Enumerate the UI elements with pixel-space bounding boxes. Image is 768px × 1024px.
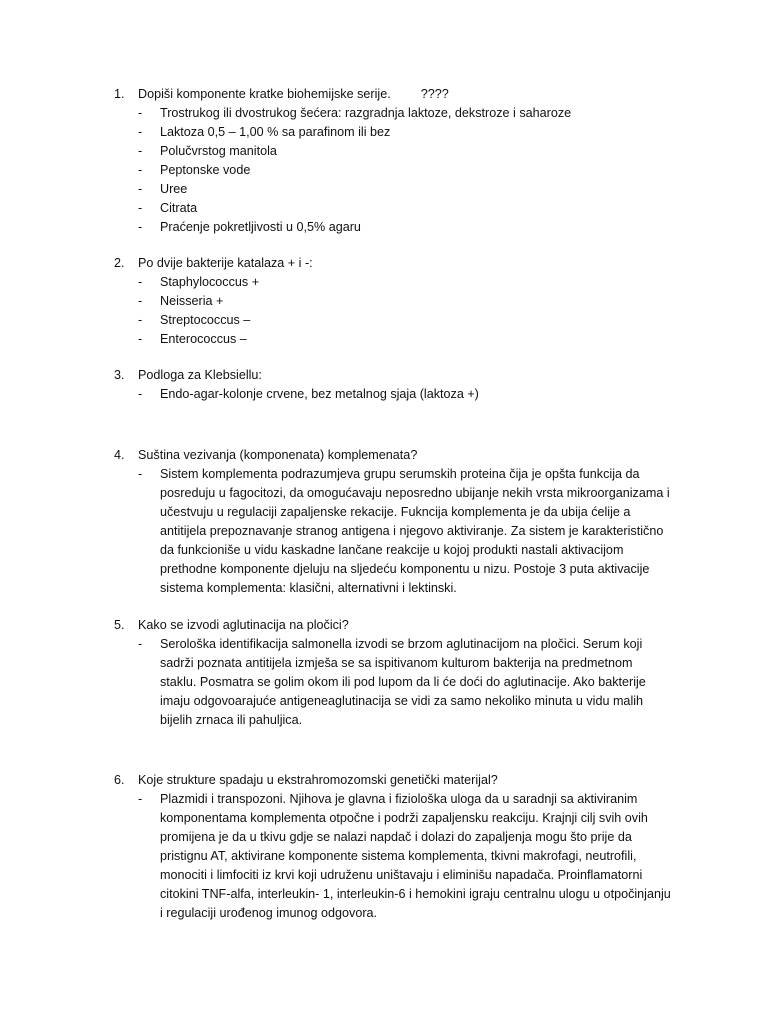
list-item-text: Neisseria + xyxy=(160,294,224,308)
answer-list xyxy=(114,790,674,923)
dash-bullet: - xyxy=(138,182,143,196)
question-number: 2. xyxy=(114,256,125,270)
list-item xyxy=(114,199,674,218)
question-heading xyxy=(114,771,674,790)
question-6 xyxy=(114,771,674,923)
list-item xyxy=(114,330,674,349)
question-heading xyxy=(114,446,674,465)
question-heading xyxy=(114,254,674,273)
answer-list xyxy=(114,635,674,730)
dash-bullet: - xyxy=(138,467,143,481)
dash-bullet: - xyxy=(138,387,143,401)
dash-bullet: - xyxy=(138,106,143,120)
list-item xyxy=(114,123,674,142)
list-item xyxy=(114,635,674,730)
answer-list xyxy=(114,273,674,349)
question-3 xyxy=(114,366,674,404)
dash-bullet: - xyxy=(138,294,143,308)
list-item xyxy=(114,790,674,923)
dash-bullet: - xyxy=(138,144,143,158)
list-item xyxy=(114,292,674,311)
answer-list xyxy=(114,385,674,404)
list-item xyxy=(114,311,674,330)
list-item-text: Laktoza 0,5 – 1,00 % sa parafinom ili bez xyxy=(160,125,391,139)
question-text xyxy=(138,85,674,104)
list-item-text: Endo-agar-kolonje crvene, bez metalnog sjaja (laktoza +) xyxy=(160,387,479,401)
question-text: Podloga za Klebsiellu: xyxy=(138,368,262,382)
list-item xyxy=(114,385,674,404)
question-number: 3. xyxy=(114,368,125,382)
question-text: Po dvije bakterije katalaza + i -: xyxy=(138,256,313,270)
dash-bullet: - xyxy=(138,313,143,327)
question-number: 6. xyxy=(114,773,125,787)
dash-bullet: - xyxy=(138,637,143,651)
list-item-text: Praćenje pokretljivosti u 0,5% agaru xyxy=(160,220,361,234)
list-item-text: Sistem komplementa podrazumjeva grupu serumskih proteina čija je opšta funkcija da posreduju u fagocitozi, da omogućavaju neposredno ubijanje nekih vrsta mikroorganizama i učestvuju u regulaciji zapaljenske rekacije. Fukncija komplementa je da ubija ćelije a antitijela prepoznavanje stranog antigena i njegovo aktiviranje. Za sistem je karakteristično da funkcioniše u vidu kaskadne lančane reakcije u kojoj produkti nastali aktivacijom prethodne komponente djeluju na sljedeću komponentu u nizu. Postoje 3 puta aktivacije sistema komplementa: klasični, alternativni i lektinski. xyxy=(160,467,670,595)
list-item xyxy=(114,273,674,292)
question-5 xyxy=(114,616,674,730)
list-item-text: Enterococcus – xyxy=(160,332,247,346)
list-item xyxy=(114,218,674,237)
list-item-text: Peptonske vode xyxy=(160,163,251,177)
question-4 xyxy=(114,446,674,598)
question-heading xyxy=(114,85,674,104)
list-item-text: Staphylococcus + xyxy=(160,275,260,289)
question-number: 4. xyxy=(114,448,125,462)
dash-bullet: - xyxy=(138,125,143,139)
question-text: Kako se izvodi aglutinacija na pločici? xyxy=(138,618,349,632)
list-item xyxy=(114,465,674,598)
question-number: 5. xyxy=(114,618,125,632)
question-text: Suština vezivanja (komponenata) komplemenata? xyxy=(138,448,418,462)
answer-list xyxy=(114,465,674,598)
list-item-text: Plazmidi i transpozoni. Njihova je glavna i fiziološka uloga da u saradnji sa aktiviranim komponentama komplementa otpočne i podrži zapaljensku reakciju. Krajnji cilj svih ovih promijena je da u tkivu gdje se nalazi napdač i dolazi do zapaljenja mogu što prije da pristignu AT, aktivirane komponente sistema komplementa, tkivni makrofagi, neutrofili, monociti i limfociti iz krvi koji udruženu uništavaju i eliminišu napadača. Proinflamatorni citokini TNF-alfa, interleukin- 1, interleukin-6 i hemokini igraju centralnu ulogu u otpočinjanju i regulaciji urođenog imunog odgovora. xyxy=(160,792,671,920)
answer-list xyxy=(114,104,674,237)
dash-bullet: - xyxy=(138,220,143,234)
list-item xyxy=(114,142,674,161)
list-item-text: Trostrukog ili dvostrukog šećera: razgradnja laktoze, dekstroze i saharoze xyxy=(160,106,572,120)
list-item-text: Streptococcus – xyxy=(160,313,251,327)
dash-bullet: - xyxy=(138,792,143,806)
list-item-text: Citrata xyxy=(160,201,198,215)
dash-bullet: - xyxy=(138,201,143,215)
list-item-text: Polučvrstog manitola xyxy=(160,144,277,158)
list-item-text: Serološka identifikacija salmonella izvodi se brzom aglutinacijom na pločici. Serum koji sadrži poznata antitijela izmješa se sa ispitivanom kulturom bakterija na predmetnom staklu. Posmatra se golim okom ili pod lupom da li će doći do aglutinacije. Ako bakterije imaju odgovoarajuće antigeneaglutinacija se vidi za samo nekoliko minuta u vidu malih bijelih zrnaca ili pahuljica. xyxy=(160,637,646,727)
question-marks: ???? xyxy=(420,87,449,101)
question-text: Koje strukture spadaju u ekstrahromozomski genetički materijal? xyxy=(138,773,498,787)
dash-bullet: - xyxy=(138,275,143,289)
question-number: 1. xyxy=(114,87,125,101)
question-1 xyxy=(114,85,674,237)
question-heading xyxy=(114,616,674,635)
question-text-main: Dopiši komponente kratke biohemijske serije. xyxy=(138,87,391,101)
question-heading xyxy=(114,366,674,385)
dash-bullet: - xyxy=(138,163,143,177)
list-item xyxy=(114,104,674,123)
list-item xyxy=(114,161,674,180)
list-item-text: Uree xyxy=(160,182,188,196)
question-2 xyxy=(114,254,674,349)
list-item xyxy=(114,180,674,199)
dash-bullet: - xyxy=(138,332,143,346)
